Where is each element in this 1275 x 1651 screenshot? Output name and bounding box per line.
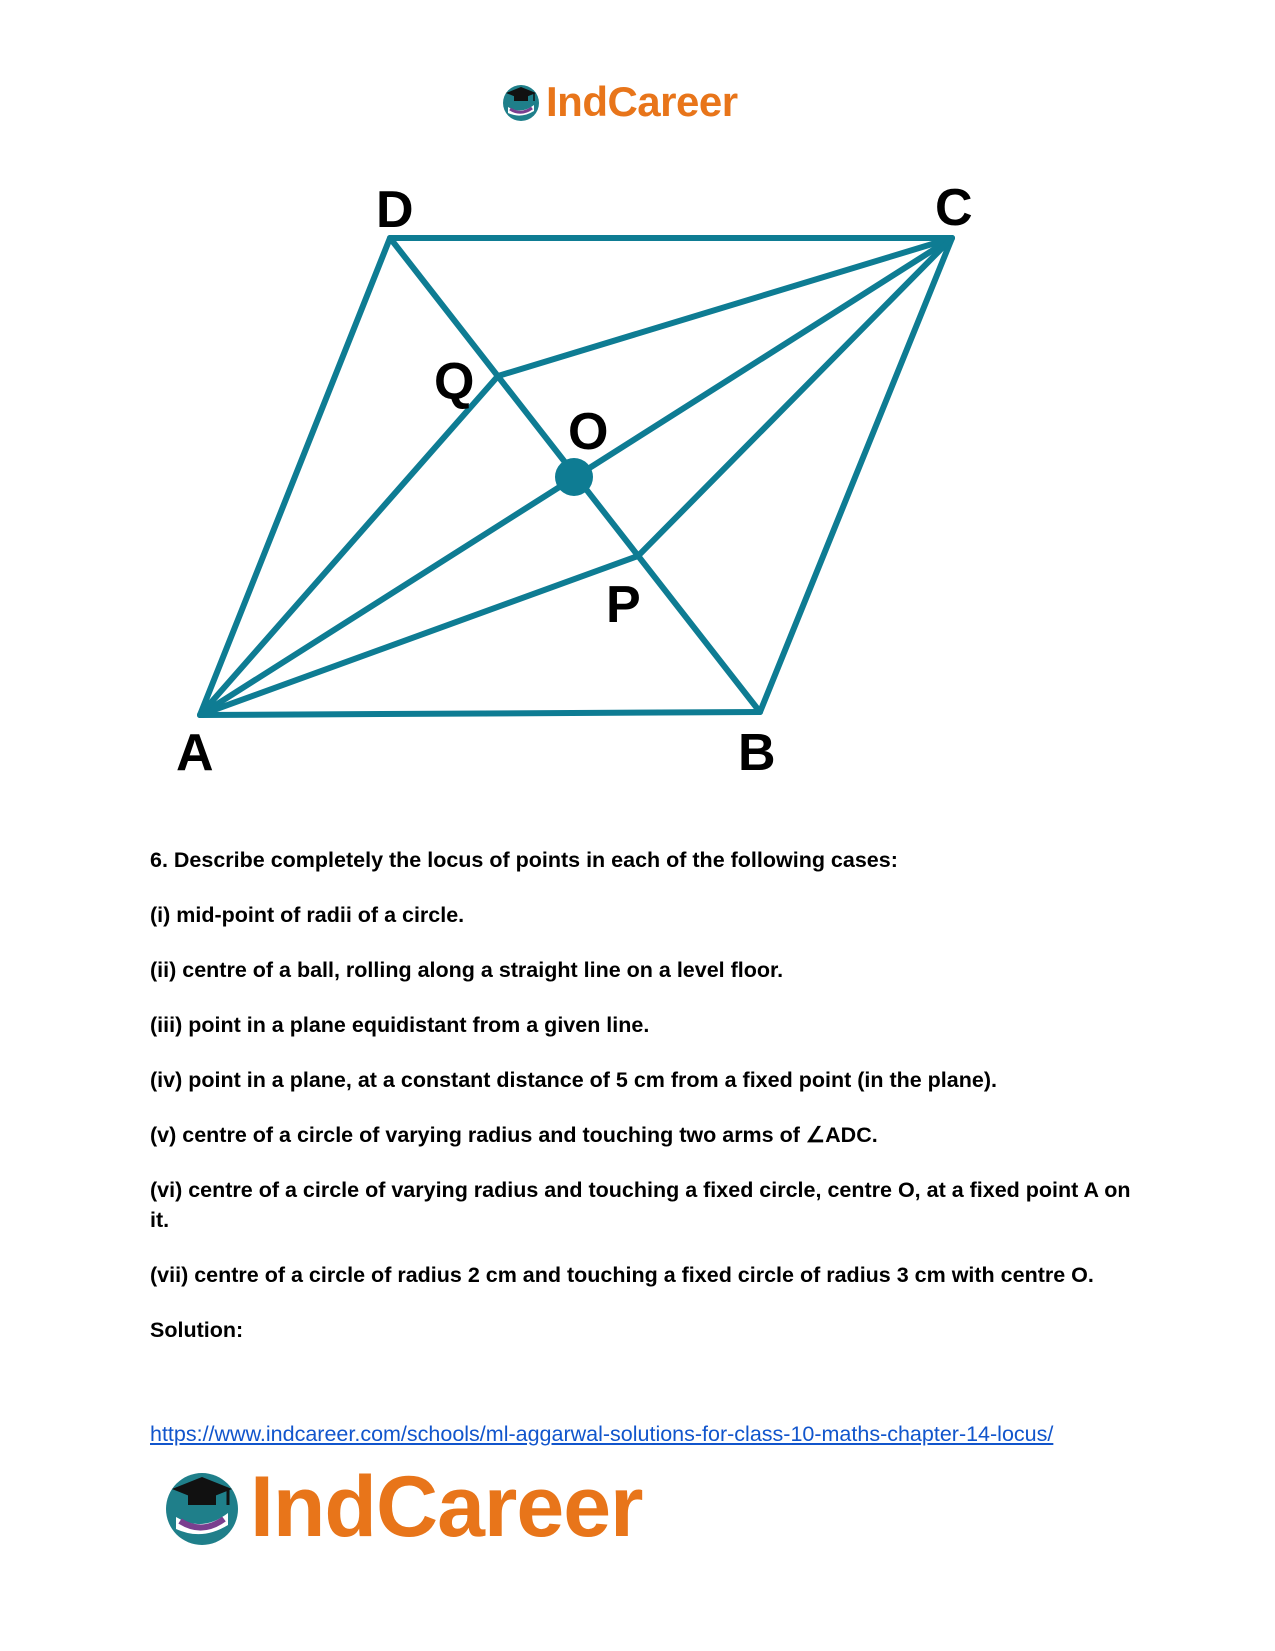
label-o: O xyxy=(568,403,609,461)
label-d: D xyxy=(376,181,414,239)
question-item: (vii) centre of a circle of radius 2 cm and touching a fixed circle of radius 3 cm with centre O. xyxy=(150,1263,1094,1287)
source-link[interactable]: https://www.indcareer.com/schools/ml-aggarwal-solutions-for-class-10-maths-chapter-14-locus/ xyxy=(150,1422,1054,1446)
question-content xyxy=(150,845,1140,1370)
graduation-cap-globe-icon xyxy=(160,1465,244,1549)
footer-logo xyxy=(160,1458,643,1555)
question-item: (v) centre of a circle of varying radius and touching two arms of ∠ADC. xyxy=(150,1123,878,1147)
header-logo xyxy=(500,78,738,126)
graduation-cap-globe-icon xyxy=(500,81,542,123)
solution-label: Solution: xyxy=(150,1318,244,1342)
question-item: (i) mid-point of radii of a circle. xyxy=(150,903,465,927)
brand-name: IndCareer xyxy=(250,1458,643,1555)
question-title: 6. Describe completely the locus of points in each of the following cases: xyxy=(150,848,898,872)
brand-name: IndCareer xyxy=(546,78,738,125)
side-bc xyxy=(760,238,952,712)
question-item: (iii) point in a plane equidistant from a given line. xyxy=(150,1013,650,1037)
question-item: (vi) centre of a circle of varying radius and touching a fixed circle, centre O, at a fixed point A on it. xyxy=(150,1178,1131,1232)
point-o-dot xyxy=(555,458,593,496)
label-q: Q xyxy=(434,353,475,411)
label-a: A xyxy=(176,724,214,782)
side-da xyxy=(200,238,390,715)
segment-ap xyxy=(200,556,638,715)
label-b: B xyxy=(738,724,776,782)
side-ab xyxy=(200,712,760,715)
question-item: (ii) centre of a ball, rolling along a straight line on a level floor. xyxy=(150,958,784,982)
segment-aq xyxy=(200,376,498,715)
label-p: P xyxy=(606,576,641,634)
label-c: C xyxy=(935,179,973,237)
geometry-figure xyxy=(160,175,1060,825)
question-item: (iv) point in a plane, at a constant distance of 5 cm from a fixed point (in the plane). xyxy=(150,1068,997,1092)
